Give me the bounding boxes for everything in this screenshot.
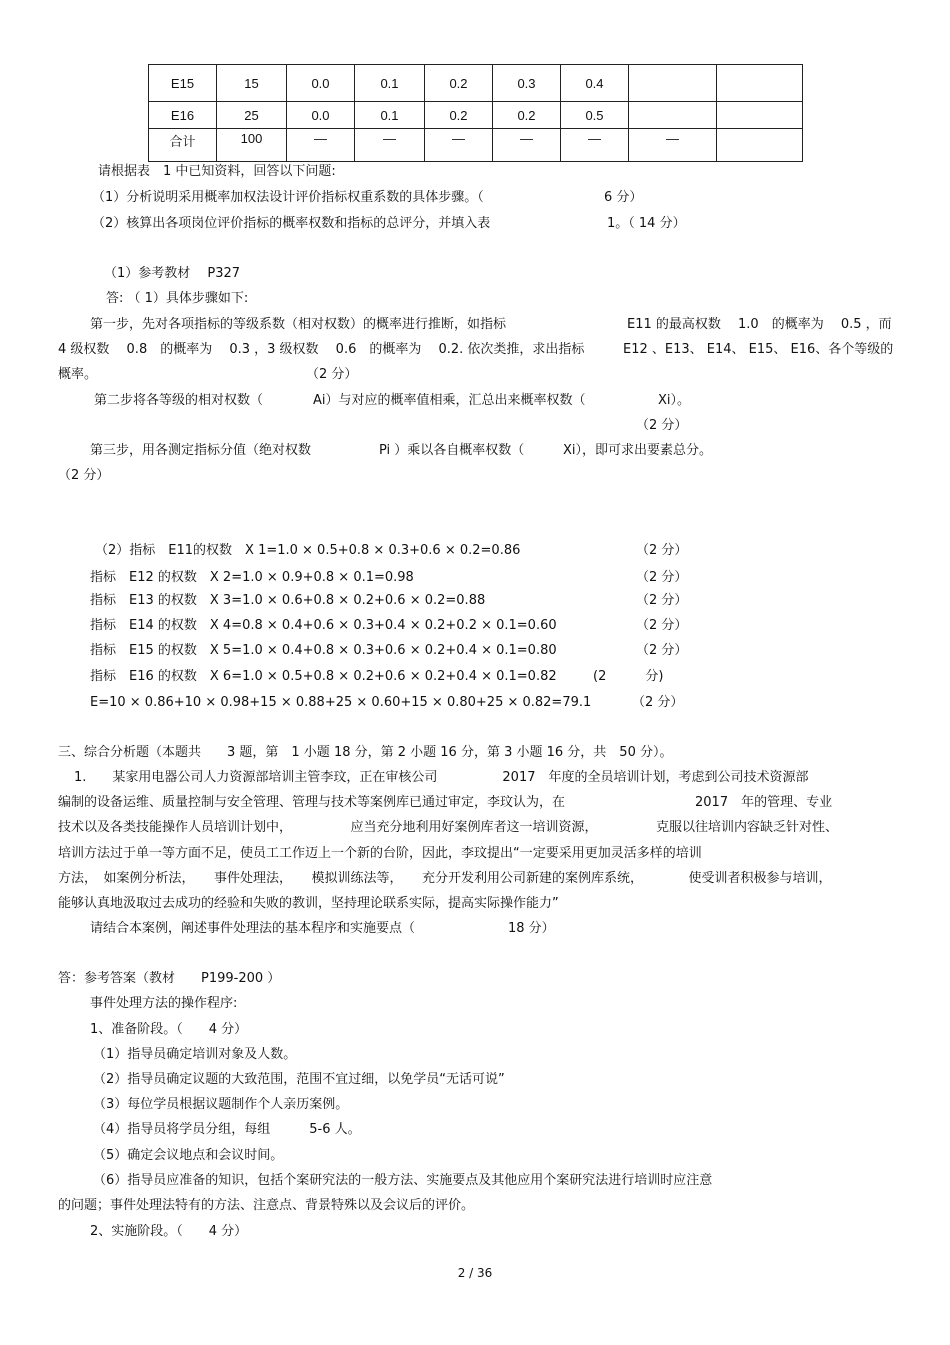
calc-line: 指标 E15 的权数 X 5=1.0 × 0.4+0.8 × 0.3+0.6 × 0.2+0.4 × 0.1=0.80 bbox=[90, 643, 557, 658]
question-2: （2）核算出各项岗位评价指标的概率权数和指标的总评分，并填入表 bbox=[92, 216, 491, 231]
table-cell: — bbox=[287, 129, 355, 162]
question-2-score: 1。（ 14 分） bbox=[607, 216, 686, 231]
table-row bbox=[149, 102, 803, 129]
page-number: 2 / 36 bbox=[457, 1266, 493, 1280]
table-cell: E16 bbox=[149, 102, 217, 129]
stage-heading: 2、实施阶段。（ 4 分） bbox=[90, 1224, 248, 1239]
table-cell: — bbox=[629, 129, 717, 162]
case-text: 能够认真地汲取过去成功的经验和失败的教训，坚持理论联系实际，提高实际操作能力” bbox=[58, 896, 559, 911]
table-cell bbox=[717, 129, 803, 162]
table-row bbox=[149, 129, 803, 162]
step2-text: Ai）与对应的概率值相乘，汇总出来概率权数（ bbox=[313, 393, 586, 408]
step2-score: （2 分） bbox=[636, 418, 688, 433]
table-cell: 25 bbox=[217, 102, 287, 129]
question-1-score: 6 分） bbox=[604, 190, 643, 205]
step3-text: Xi），即可求出要素总分。 bbox=[563, 443, 713, 458]
table-cell bbox=[629, 102, 717, 129]
list-item: （6）指导员应准备的知识，包括个案研究法的一般方法、实施要点及其他应用个案研究法进行培训时应注意 bbox=[93, 1173, 713, 1188]
case-text: 技术以及各类技能操作人员培训计划中， 应当充分地利用好案例库者这一培训资源， 克服以往培训内容缺乏针对性、 bbox=[58, 820, 839, 835]
question-intro: 请根据表 1 中已知资料，回答以下问题: bbox=[98, 164, 336, 179]
table-cell: — bbox=[425, 129, 493, 162]
stage-heading: 1、准备阶段。（ 4 分） bbox=[90, 1022, 248, 1037]
table-cell: 0.5 bbox=[561, 102, 629, 129]
list-item: （1）指导员确定培训对象及人数。 bbox=[93, 1047, 297, 1062]
table-cell bbox=[717, 65, 803, 102]
step3-text: Pi ）乘以各自概率权数（ bbox=[379, 443, 525, 458]
calc-score: （2 分） bbox=[636, 643, 688, 658]
calc-line: 指标 E14 的权数 X 4=0.8 × 0.4+0.6 × 0.3+0.4 × 0.2+0.2 × 0.1=0.60 bbox=[90, 618, 557, 633]
table-cell: 0.1 bbox=[355, 102, 425, 129]
case-ask-score: 18 分） bbox=[508, 921, 555, 936]
table-cell: 0.2 bbox=[425, 65, 493, 102]
table-cell bbox=[629, 65, 717, 102]
list-item: （5）确定会议地点和会议时间。 bbox=[93, 1148, 284, 1163]
answer3-ref: 答：参考答案（教材 P199-200 ） bbox=[58, 971, 281, 986]
table-cell: 100 bbox=[217, 129, 287, 162]
list-item: （4）指导员将学员分组，每组 5-6 人。 bbox=[93, 1122, 361, 1137]
calc-score: （2 分） bbox=[632, 695, 684, 710]
step1-text: 第一步，先对各项指标的等级系数（相对权数）的概率进行推断，如指标 bbox=[90, 317, 507, 332]
table-cell: 0.3 bbox=[493, 65, 561, 102]
table-cell: 0.4 bbox=[561, 65, 629, 102]
calc-total: E=10 × 0.86+10 × 0.98+15 × 0.88+25 × 0.60+15 × 0.80+25 × 0.82=79.1 bbox=[90, 695, 592, 710]
answer1-ref: （1）参考教材 P327 bbox=[104, 266, 241, 281]
table-cell: 0.2 bbox=[493, 102, 561, 129]
step2-text: 第二步将各等级的相对权数（ bbox=[94, 393, 264, 408]
step3-score: （2 分） bbox=[58, 468, 110, 483]
calc-line: 指标 E12 的权数 X 2=1.0 × 0.9+0.8 × 0.1=0.98 bbox=[90, 570, 414, 585]
table-cell: 0.0 bbox=[287, 102, 355, 129]
calc-score: （2 分） bbox=[636, 543, 688, 558]
case-text: 培训方法过于单一等方面不足，使员工工作迈上一个新的台阶，因此，李玟提出“一定要采用更加灵活多样的培训 bbox=[58, 846, 702, 861]
table-cell: 合计 bbox=[149, 129, 217, 162]
table-cell bbox=[717, 102, 803, 129]
table-cell: 15 bbox=[217, 65, 287, 102]
table-cell: — bbox=[355, 129, 425, 162]
case-text: 1. 某家用电器公司人力资源部培训主管李玟，正在审核公司 2017 年度的全员培训计划，考虑到公司技术资源部 bbox=[74, 770, 809, 785]
step1-score: （2 分） bbox=[306, 367, 358, 382]
step1-text: 概率。 bbox=[58, 367, 98, 382]
answer3-lead: 事件处理方法的操作程序: bbox=[90, 996, 238, 1011]
answer1-lead: 答: （ 1）具体步骤如下: bbox=[106, 291, 249, 306]
calc-line: 指标 E16 的权数 X 6=1.0 × 0.5+0.8 × 0.2+0.6 × 0.2+0.4 × 0.1=0.82 bbox=[90, 669, 557, 684]
question-1: （1）分析说明采用概率加权法设计评价指标权重系数的具体步骤。（ bbox=[92, 190, 484, 205]
table-cell: 0.1 bbox=[355, 65, 425, 102]
step1-text: 4 级权数 0.8 的概率为 0.3 ，3 级权数 0.6 的概率为 0.2. 依次类推，求出指标 bbox=[58, 342, 585, 357]
calc-score: (2 分) bbox=[593, 669, 664, 684]
table-cell: — bbox=[493, 129, 561, 162]
table-cell: 0.2 bbox=[425, 102, 493, 129]
calc-line: （2）指标 E11的权数 X 1=1.0 × 0.5+0.8 × 0.3+0.6 × 0.2=0.86 bbox=[95, 543, 521, 558]
list-item-cont: 的问题；事件处理法特有的方法、注意点、背景特殊以及会议后的评价。 bbox=[58, 1198, 475, 1213]
calc-score: （2 分） bbox=[636, 570, 688, 585]
list-item: （2）指导员确定议题的大致范围，范围不宜过细，以免学员“无话可说” bbox=[93, 1072, 505, 1087]
step1-text: E12 、E13、 E14、 E15、 E16、各个等级的 bbox=[623, 342, 894, 357]
calc-line: 指标 E13 的权数 X 3=1.0 × 0.6+0.8 × 0.2+0.6 × 0.2=0.88 bbox=[90, 593, 486, 608]
section-heading: 三、综合分析题（本题共 3 题，第 1 小题 18 分，第 2 小题 16 分，第 3 小题 16 分，共 50 分）。 bbox=[58, 745, 673, 760]
case-ask: 请结合本案例，阐述事件处理法的基本程序和实施要点（ bbox=[90, 921, 416, 936]
table-row bbox=[149, 65, 803, 102]
list-item: （3）每位学员根据议题制作个人亲历案例。 bbox=[93, 1097, 349, 1112]
step3-text: 第三步，用各测定指标分值（绝对权数 bbox=[90, 443, 312, 458]
step1-text: E11 的最高权数 1.0 的概率为 0.5 ，而 bbox=[627, 317, 892, 332]
table-cell: — bbox=[561, 129, 629, 162]
case-text: 方法， 如案例分析法， 事件处理法， 模拟训练法等， 充分开发利用公司新建的案例库系统， 使受训者积极参与培训， bbox=[58, 871, 832, 886]
weight-table bbox=[148, 64, 803, 162]
table-cell: E15 bbox=[149, 65, 217, 102]
step2-text: Xi）。 bbox=[658, 393, 691, 408]
case-text: 编制的设备运维、质量控制与安全管理、管理与技术等案例库已通过审定，李玟认为，在 2017 年的管理、专业 bbox=[58, 795, 833, 810]
table-cell: 0.0 bbox=[287, 65, 355, 102]
calc-score: （2 分） bbox=[636, 618, 688, 633]
calc-score: （2 分） bbox=[636, 593, 688, 608]
